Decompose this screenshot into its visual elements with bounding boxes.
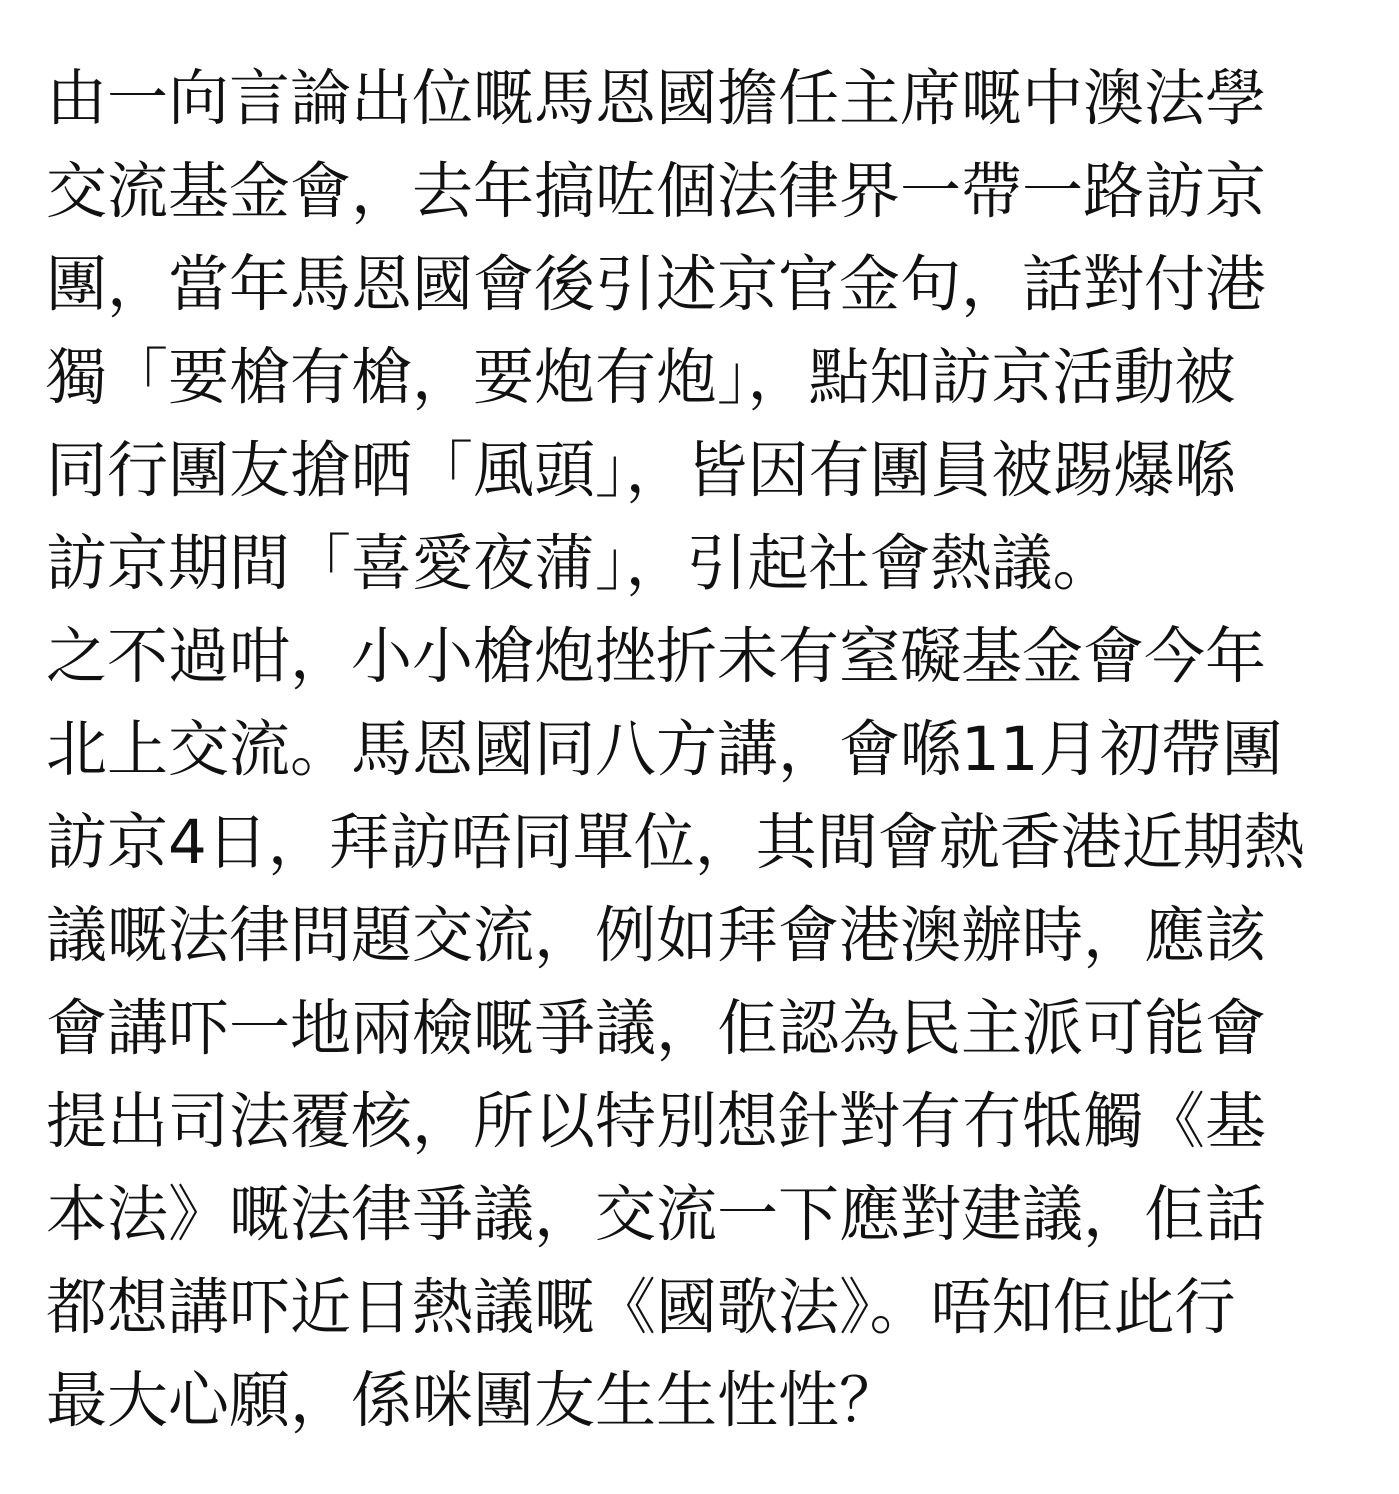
text-line: 最大心願，係咪團友生生性性？	[46, 1365, 901, 1436]
text-line: 團，當年馬恩國會後引述京官金句，話對付港	[46, 249, 1267, 320]
text-line: 提出司法覆核，所以特別想針對有冇牴觸《基	[46, 1086, 1267, 1157]
text-line: 交流基金會，去年搞咗個法律界一帶一路訪京	[46, 156, 1267, 227]
text-line: 本法》嘅法律爭議，交流一下應對建議，佢話	[46, 1179, 1267, 1250]
text-line: 議嘅法律問題交流，例如拜會港澳辦時，應該	[46, 900, 1267, 971]
text-line: 訪京4日，拜訪唔同單位，其間會就香港近期熱	[46, 807, 1305, 878]
text-line: 北上交流。馬恩國同八方講，會喺11月初帶團	[46, 714, 1283, 785]
text-line: 訪京期間「喜愛夜蒲」，引起社會熱議。	[46, 528, 1114, 599]
text-line: 同行團友搶晒「風頭」，皆因有團員被踢爆喺	[46, 435, 1236, 506]
text-line: 會講吓一地兩檢嘅爭議，佢認為民主派可能會	[46, 993, 1267, 1064]
text-line: 都想講吓近日熱議嘅《國歌法》。唔知佢此行	[46, 1272, 1236, 1343]
text-line: 獨「要槍有槍，要炮有炮」，點知訪京活動被	[46, 342, 1236, 413]
text-line: 之不過咁，小小槍炮挫折未有窒礙基金會今年	[46, 621, 1267, 692]
article-body	[46, 52, 1386, 1447]
text-line: 由一向言論出位嘅馬恩國擔任主席嘅中澳法學	[46, 63, 1267, 134]
